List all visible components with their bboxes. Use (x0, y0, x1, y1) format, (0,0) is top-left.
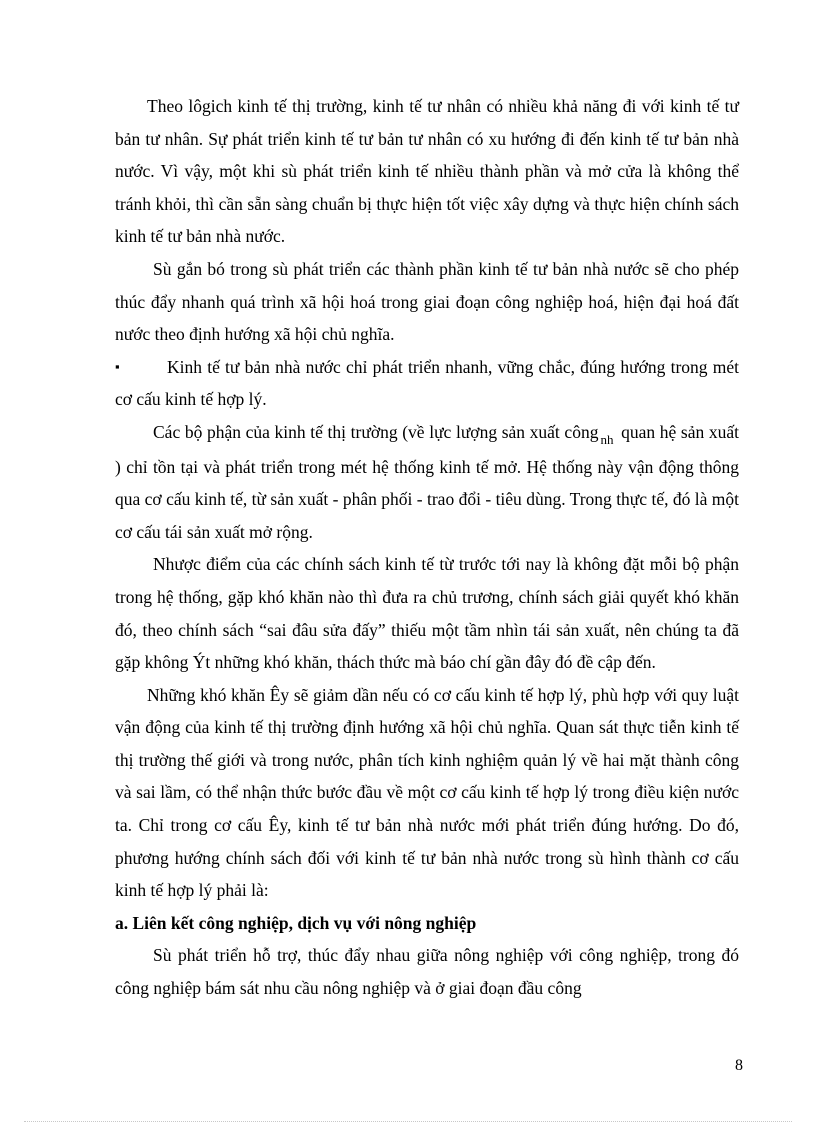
page-body (115, 90, 739, 1005)
paragraph-market-components-start: Các bộ phận của kinh tế thị trường (về lực lượng sản xuất công (153, 421, 599, 442)
paragraph-difficulties: Những khó khăn Êy sẽ giảm dần nếu có cơ cấu kinh tế hợp lý, phù hợp với quy luật vận động của kinh tế thị trường định hướng xã hội chủ nghĩa. Quan sát thực tiễn kinh tế thị trường thế giới và trong nước, phân tích kinh nghiệm quản lý về hai mặt thành công và sai lầm, có thể nhận thức bước đầu về một cơ cấu kinh tế hợp lý trong điều kiện nước ta. Chỉ trong cơ cấu Êy, kinh tế tư bản nhà nước mới phát triển đúng hướng. Do đó, phương hướng chính sách đối với kinh tế tư bản nhà nước trong sù hình thành cơ cấu kinh tế hợp lý phải là: (115, 684, 739, 901)
paragraph-market-components (115, 416, 739, 548)
paragraph-policy-weakness: Nhược điểm của các chính sách kinh tế từ trước tới nay là không đặt mỗi bộ phận trong hệ thống, gặp khó khăn nào thì đưa ra chủ trương, chính sách giải quyết khó khăn đó, theo chính sách “sai đâu sửa đấy” thiếu một tầm nhìn tái sản xuất, nên chúng ta đã gặp không Ýt những khó khăn, thách thức mà báo chí gần đây đó đề cập đến. (115, 554, 739, 673)
page-number: 8 (735, 1057, 743, 1074)
page-bottom-divider (24, 1121, 792, 1122)
subscript-fragment: nh (600, 431, 614, 447)
bullet-text: Kinh tế tư bản nhà nước chỉ phát triển nhanh, vững chắc, đúng hướng trong mét cơ cấu kinh tế hợp lý. (115, 356, 739, 410)
paragraph-market-logic: Theo lôgich kinh tế thị trường, kinh tế tư nhân có nhiều khả năng đi với kinh tế tư bản tư nhân. Sự phát triển kinh tế tư bản tư nhân có xu hướng đi đến kinh tế tư bản nhà nước. Vì vậy, một khi sù phát triển kinh tế nhiều thành phần và mở cửa là không thể tránh khỏi, thì cần sẵn sàng chuẩn bị thực hiện tốt việc xây dựng và thực hiện chính sách kinh tế tư bản nhà nước. (115, 96, 739, 247)
bullet-item (115, 351, 739, 416)
paragraph-market-components-end: quan hệ sản xuất ) chỉ tồn tại và phát triển trong mét hệ thống kinh tế mở. Hệ thống này vận động thông qua cơ cấu kinh tế, từ sản xuất - phân phối - trao đổi - tiêu dùng. Trong thực tế, đó là một cơ cấu tái sản xuất mở rộng. (115, 421, 739, 542)
paragraph-industry-agriculture: Sù phát triển hỗ trợ, thúc đẩy nhau giữa nông nghiệp với công nghiệp, trong đó công nghiệp bám sát nhu cầu nông nghiệp và ở giai đoạn đầu công (115, 945, 739, 999)
section-heading: a. Liên kết công nghiệp, dịch vụ với nông nghiệp (115, 912, 477, 933)
bullet-square-icon: ▪ (115, 358, 120, 374)
paragraph-state-capitalism-link: Sù gắn bó trong sù phát triển các thành phần kinh tế tư bản nhà nước sẽ cho phép thúc đẩy nhanh quá trình xã hội hoá trong giai đoạn công nghiệp hoá, hiện đại hoá đất nước theo định hướng xã hội chủ nghĩa. (115, 258, 739, 345)
